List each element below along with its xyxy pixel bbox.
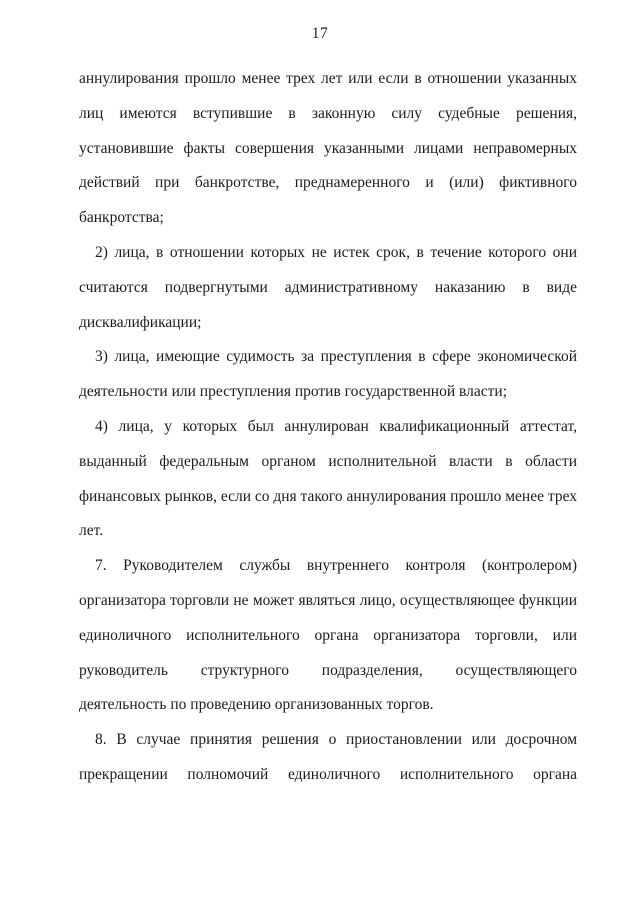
text-line: деятельность по проведению организованных торгов. bbox=[79, 696, 434, 714]
text-line: руководитель структурного подразделения, осуществляющего bbox=[79, 661, 577, 679]
text-line: прекращении полномочий единоличного исполнительного органа bbox=[79, 765, 577, 783]
text-line: действий при банкротстве, преднамеренного и (или) фиктивного bbox=[79, 174, 577, 192]
text-line: выданный федеральным органом исполнительной власти в области bbox=[79, 452, 577, 470]
document-body bbox=[79, 62, 577, 793]
text-line: организатора торговли не может являться лицо, осуществляющее функции bbox=[79, 591, 577, 609]
text-line: считаются подвергнутыми административному наказанию в виде bbox=[79, 278, 577, 296]
text-line: деятельности или преступления против государственной власти; bbox=[79, 383, 507, 401]
text-line: единоличного исполнительного органа организатора торговли, или bbox=[79, 626, 577, 644]
text-line-list-item-2: 2) лица, в отношении которых не истек срок, в течение которого они bbox=[95, 243, 577, 261]
text-line: лет. bbox=[79, 522, 104, 540]
text-line: лиц имеются вступившие в законную силу судебные решения, bbox=[79, 104, 577, 122]
text-line-list-item-3: 3) лица, имеющие судимость за преступления в сфере экономической bbox=[95, 348, 577, 366]
text-line-list-item-4: 4) лица, у которых был аннулирован квалификационный аттестат, bbox=[95, 417, 577, 435]
text-line: финансовых рынков, если со дня такого аннулирования прошло менее трех bbox=[79, 487, 577, 505]
text-line-clause-7: 7. Руководителем службы внутреннего контроля (контролером) bbox=[95, 557, 577, 575]
page-number: 17 bbox=[311, 25, 329, 42]
text-line: дисквалификации; bbox=[79, 313, 202, 331]
text-line-clause-8: 8. В случае принятия решения о приостановлении или досрочном bbox=[95, 731, 577, 749]
text-line: аннулирования прошло менее трех лет или если в отношении указанных bbox=[79, 70, 577, 87]
text-line: установившие факты совершения указанными лицами неправомерных bbox=[79, 139, 577, 157]
text-line: банкротства; bbox=[79, 209, 164, 227]
